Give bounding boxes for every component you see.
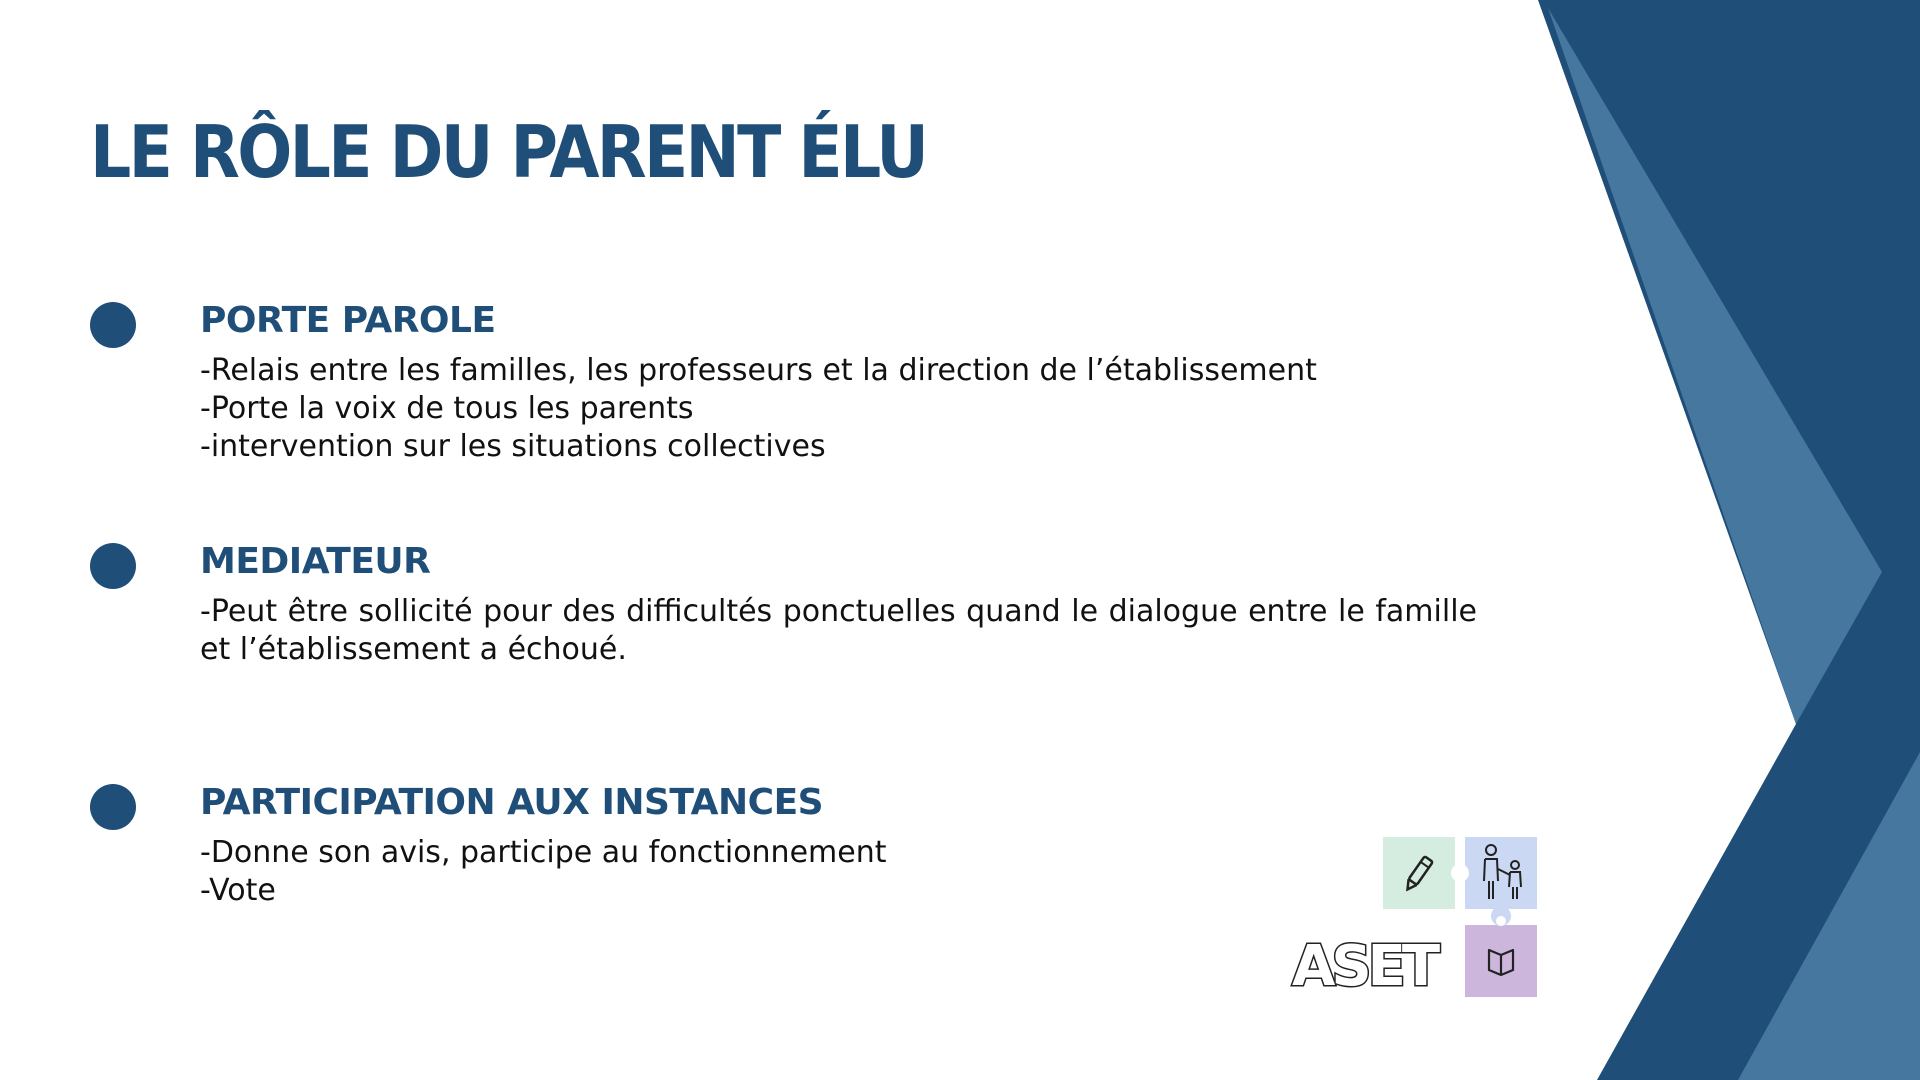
slide-title: LE RÔLE DU PARENT ÉLU [90,110,927,194]
body-paragraph: -Peut être sollicité pour des difficultés ponctuelles quand le dialogue entre le famille et l’établissement a échoué. [200,594,1477,667]
section-body [200,593,1477,669]
section-body [200,834,1477,910]
bullet-dot [90,784,136,830]
section-body [200,352,1477,466]
section-heading: PORTE PAROLE [200,300,496,341]
section-heading: MEDIATEUR [200,541,431,582]
body-line: -intervention sur les situations collectives [200,429,826,464]
body-line: -Porte la voix de tous les parents [200,391,694,426]
puzzle-piece-green [1383,837,1455,909]
aset-logo [1290,835,1550,1005]
logo-text: ASET [1292,934,1437,999]
puzzle-piece-blue [1465,837,1537,909]
puzzle-knob [1496,916,1506,926]
body-line: -Vote [200,873,276,908]
bullet-dot [90,543,136,589]
puzzle-knob [1451,864,1469,882]
body-line: -Relais entre les familles, les professeurs et la direction de l’établissement [200,353,1317,388]
section-heading: PARTICIPATION AUX INSTANCES [200,782,824,823]
bullet-dot [90,302,136,348]
body-line: -Donne son avis, participe au fonctionnement [200,835,887,870]
